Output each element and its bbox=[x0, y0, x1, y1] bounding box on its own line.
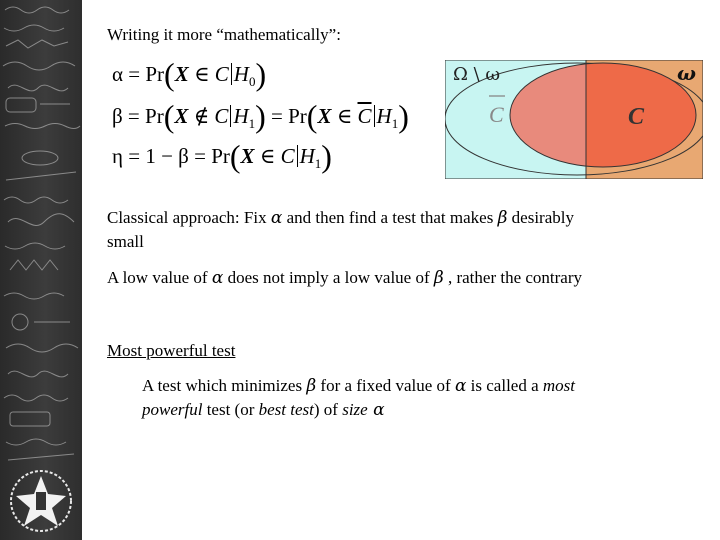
venn-c-label: C bbox=[628, 104, 645, 130]
eq-beta-sub: 1 bbox=[248, 116, 256, 131]
p1-text2: and then find a test that makes bbox=[282, 208, 498, 227]
classical-approach-paragraph bbox=[107, 206, 707, 253]
def-best-test: best test bbox=[258, 400, 314, 419]
eq-beta-cbar: $\overline{C}$ bbox=[357, 104, 372, 128]
venn-omega-label: ω bbox=[677, 61, 697, 85]
def-text4: test (or bbox=[202, 400, 259, 419]
institution-logo-icon bbox=[8, 468, 74, 534]
eq-beta-x: X bbox=[174, 104, 189, 128]
p1-alpha: α bbox=[270, 208, 283, 228]
def-alpha: α bbox=[454, 376, 467, 396]
equation-beta: β = Pr(X ∉ C $H_1) = Pr(X$ ∈ $\overline{C}$ $H_1$) bbox=[112, 98, 409, 134]
venn-omega-minus-label: Ω \ ω bbox=[453, 64, 501, 85]
venn-cbar-label: C bbox=[489, 102, 504, 127]
eq-beta-notin: ∉ C bbox=[188, 104, 229, 128]
venn-diagram bbox=[445, 60, 703, 179]
p1-beta: β bbox=[497, 208, 508, 228]
eq-alpha-h: H bbox=[233, 62, 249, 86]
def-powerful: powerful bbox=[142, 400, 203, 419]
def-text1: A test which minimizes bbox=[142, 376, 307, 395]
p2-beta: β bbox=[433, 268, 444, 288]
eq-eta-lhs: η = 1 − β = Pr bbox=[112, 144, 230, 168]
eq-alpha-x: X bbox=[174, 62, 189, 86]
decorative-sidebar bbox=[0, 0, 82, 540]
chalkboard-scribble-graphic bbox=[0, 0, 82, 540]
def-text3: is called a bbox=[466, 376, 543, 395]
eq-eta-in: ∈ C bbox=[254, 144, 295, 168]
p1-text4: small bbox=[107, 232, 144, 251]
def-beta: β bbox=[306, 376, 317, 396]
eq-beta-h2: H bbox=[376, 104, 392, 128]
p1-text1: Classical approach: Fix bbox=[107, 208, 271, 227]
def-text2: for a fixed value of bbox=[316, 376, 455, 395]
def-alpha2: α bbox=[367, 400, 385, 420]
equation-eta: η = 1 − β = Pr(X ∈ C $H_1$) bbox=[112, 138, 332, 174]
eq-beta-in2: ∈ bbox=[331, 104, 358, 128]
eq-beta-mid: = Pr bbox=[265, 104, 307, 128]
definition-paragraph bbox=[142, 374, 702, 422]
section-title: Most powerful test bbox=[107, 341, 236, 360]
def-most: most bbox=[542, 376, 576, 395]
eq-beta-sub2: 1 bbox=[391, 116, 399, 131]
p1-text3: desirably bbox=[507, 208, 574, 227]
eq-eta-sub: 1 bbox=[314, 156, 322, 171]
p2-text2: does not imply a low value of bbox=[223, 268, 434, 287]
eq-eta-x: X bbox=[240, 144, 255, 168]
low-value-paragraph bbox=[107, 266, 707, 290]
eq-alpha-sub: 0 bbox=[248, 74, 256, 89]
eq-beta-lhs: β = Pr bbox=[112, 104, 164, 128]
def-text5: ) of bbox=[313, 400, 343, 419]
def-size: size bbox=[342, 400, 368, 419]
eq-beta-h: H bbox=[233, 104, 249, 128]
eq-beta-x2: X bbox=[317, 104, 332, 128]
p2-text1: A low value of bbox=[107, 268, 212, 287]
p2-text3: , rather the contrary bbox=[443, 268, 583, 287]
equation-alpha: α = Pr(X ∈ C $H_0$) bbox=[112, 56, 267, 92]
eq-alpha-lhs: α = Pr bbox=[112, 62, 165, 86]
p2-alpha: α bbox=[211, 268, 224, 288]
heading-text: Writing it more “mathematically”: bbox=[107, 25, 341, 44]
eq-eta-h: H bbox=[299, 144, 315, 168]
eq-alpha-in: ∈ C bbox=[188, 62, 229, 86]
